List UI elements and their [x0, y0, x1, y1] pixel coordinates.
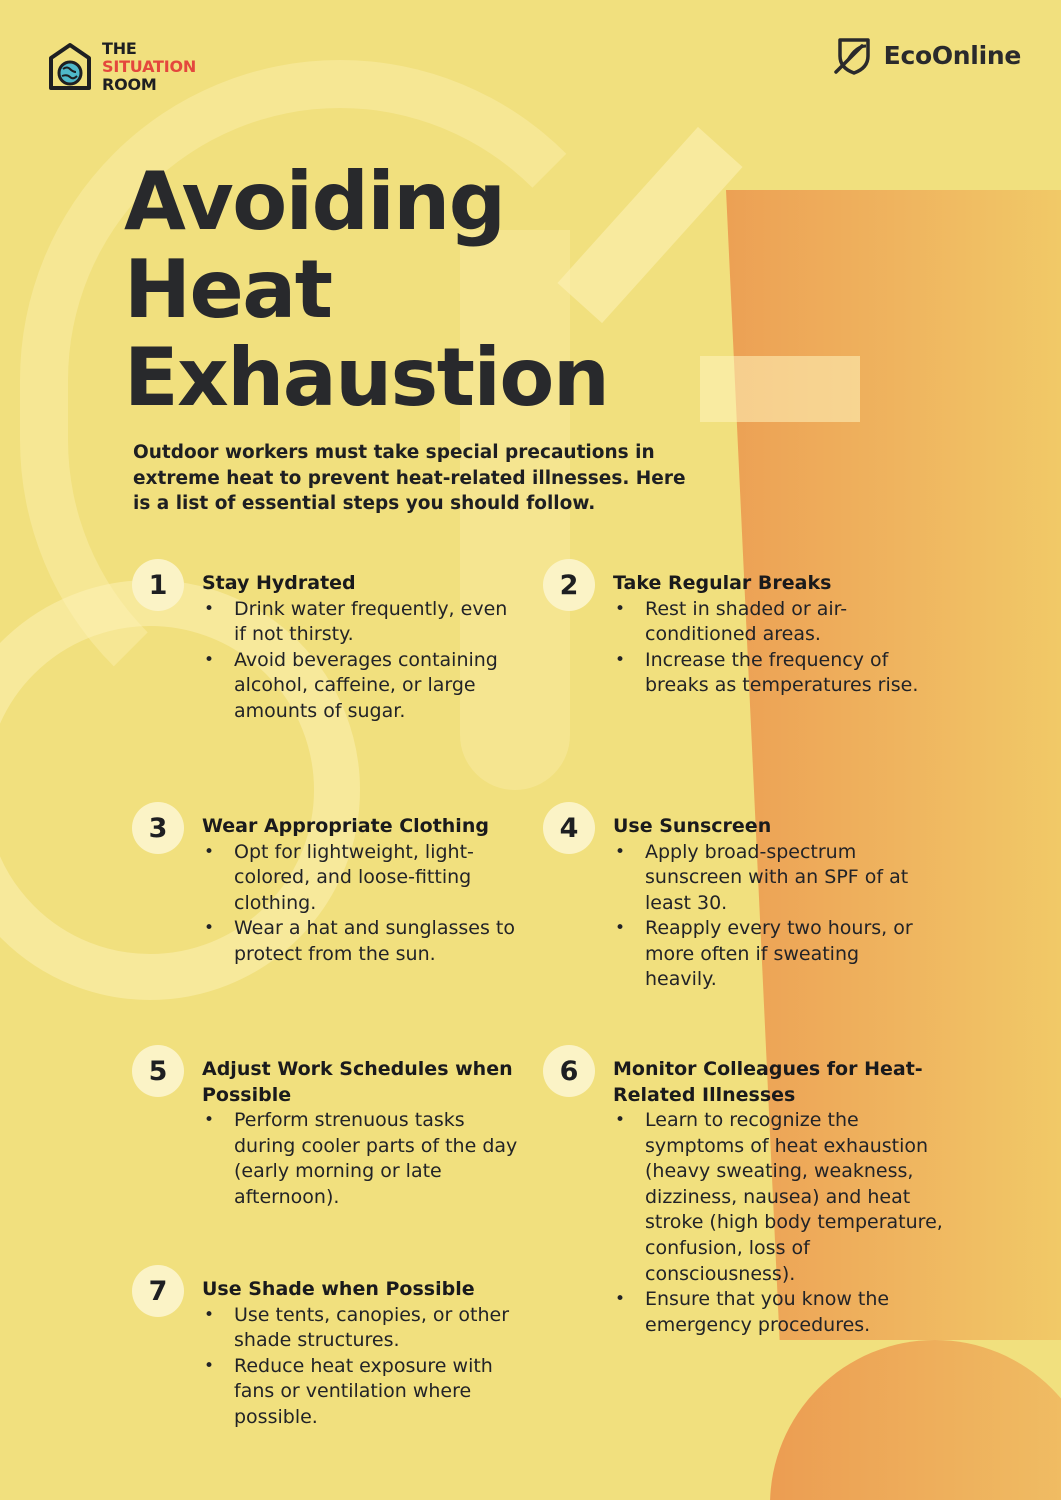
- bullet-item: • Avoid beverages containing alcohol, caffeine, or large amounts of sugar.: [202, 648, 522, 725]
- step-7: [148, 1275, 532, 1430]
- background-rect: [700, 356, 860, 422]
- leaf-shield-icon: [832, 34, 874, 76]
- bullet-item: • Reduce heat exposure with fans or ventilation where possible.: [202, 1354, 532, 1431]
- step-4: [559, 812, 933, 993]
- logo-word-situation: SITUATION: [102, 57, 197, 76]
- bullet-item: • Learn to recognize the symptoms of heat exhaustion (heavy sweating, weakness, dizziness, nausea) and heat stroke (high body temperature, confusion, loss of consciousness).: [613, 1108, 943, 1287]
- step-bullets: [613, 597, 933, 699]
- title-line-2: Heat: [124, 243, 332, 336]
- bullet-item: • Use tents, canopies, or other shade structures.: [202, 1303, 532, 1354]
- step-title: Monitor Colleagues for Heat-Related Illnesses: [613, 1058, 923, 1106]
- bullet-item: • Wear a hat and sunglasses to protect from the sun.: [202, 916, 532, 967]
- title-line-3: Exhaustion: [124, 331, 609, 424]
- step-number-badge: 5: [132, 1045, 184, 1097]
- page-title: [124, 155, 609, 424]
- situation-room-logo[interactable]: [48, 40, 196, 94]
- bullet-item: • Opt for lightweight, light-colored, and loose-fitting clothing.: [202, 840, 532, 917]
- bullet-item: • Rest in shaded or air-conditioned areas.: [613, 597, 933, 648]
- step-bullets: [613, 1108, 943, 1338]
- bullet-item: • Ensure that you know the emergency procedures.: [613, 1287, 943, 1338]
- step-title: Use Sunscreen: [613, 815, 772, 837]
- ecoonline-logo[interactable]: [832, 34, 1021, 76]
- step-bullets: [613, 840, 933, 994]
- step-title: Wear Appropriate Clothing: [202, 815, 489, 837]
- step-title: Take Regular Breaks: [613, 572, 832, 594]
- intro-paragraph: Outdoor workers must take special precautions in extreme heat to prevent heat-related illnesses. Here is a list of essential steps you should follow.: [133, 442, 686, 514]
- bullet-item: • Perform strenuous tasks during cooler parts of the day (early morning or late afternoon).: [202, 1108, 522, 1210]
- step-number-badge: 1: [132, 559, 184, 611]
- step-number-badge: 6: [543, 1045, 595, 1097]
- globe-house-icon: [48, 42, 92, 92]
- step-3: [148, 812, 532, 967]
- step-bullets: [202, 597, 522, 725]
- bullet-item: • Increase the frequency of breaks as temperatures rise.: [613, 648, 933, 699]
- step-title: Use Shade when Possible: [202, 1278, 475, 1300]
- step-number-badge: 7: [132, 1265, 184, 1317]
- step-bullets: [202, 1303, 532, 1431]
- step-6: [559, 1055, 943, 1338]
- logo-word-the: THE: [102, 39, 137, 58]
- step-1: [148, 569, 522, 724]
- step-title: Adjust Work Schedules when Possible: [202, 1058, 513, 1106]
- step-bullets: [202, 1108, 522, 1210]
- step-title: Stay Hydrated: [202, 572, 356, 594]
- bullet-item: • Drink water frequently, even if not thirsty.: [202, 597, 522, 648]
- step-number-badge: 3: [132, 802, 184, 854]
- bullet-item: • Apply broad-spectrum sunscreen with an SPF of at least 30.: [613, 840, 933, 917]
- exclamation-dot-shape: [770, 1340, 1061, 1500]
- step-bullets: [202, 840, 532, 968]
- bullet-item: • Reapply every two hours, or more often if sweating heavily.: [613, 916, 933, 993]
- title-line-1: Avoiding: [124, 155, 505, 248]
- ecoonline-wordmark: EcoOnline: [883, 40, 1021, 70]
- step-number-badge: 2: [543, 559, 595, 611]
- logo-word-room: ROOM: [102, 75, 157, 94]
- step-5: [148, 1055, 522, 1210]
- step-number-badge: 4: [543, 802, 595, 854]
- step-2: [559, 569, 933, 699]
